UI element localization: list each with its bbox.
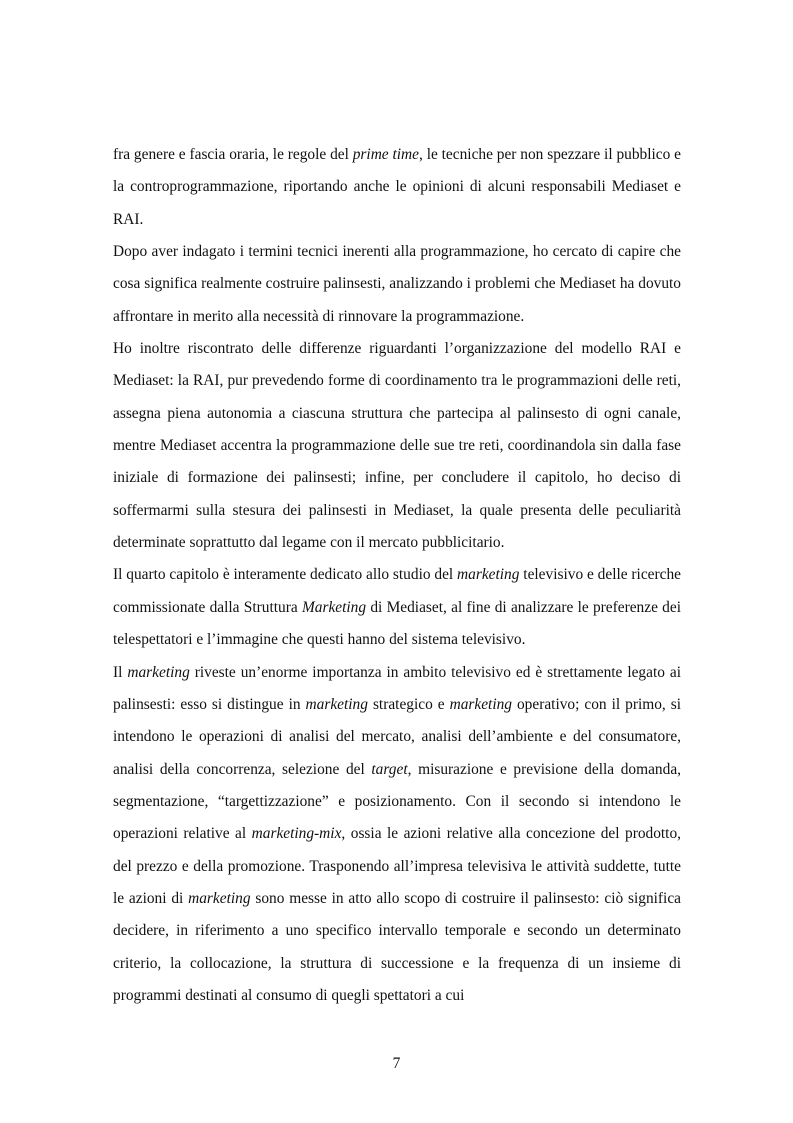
text-run: sono messe in atto allo scopo di costruire il palinsesto: ciò significa decidere, in riferimento a uno specifico intervallo temporale e secondo un determinato criterio, la collocazione, la struttura di successione e la frequenza di un insieme di programmi destinati al consumo di quegli spettatori a cui	[113, 889, 681, 1004]
text-run: strategico e	[367, 695, 450, 713]
text-run: , le tecniche per non spezzare il pubblico e la controprogrammazione, riportando anche le opinioni di alcuni responsabili Mediaset e RAI.	[113, 146, 681, 228]
text-run: Dopo aver indagato i termini tecnici inerenti alla programmazione, ho cercato di capire che cosa significa realmente costruire palinsesti, analizzando i problemi che Mediaset ha dovuto affrontare in merito alla necessità di rinnovare la programmazione.	[113, 243, 681, 325]
italic-term: Marketing	[301, 598, 367, 616]
text-run: riveste un’enorme importanza in ambito televisivo ed è strettamente legato ai palinsesti: esso si distingue in	[113, 663, 681, 713]
paragraph	[113, 333, 681, 559]
paragraph	[113, 139, 681, 236]
paragraph	[113, 657, 681, 1013]
text-run: Il	[113, 663, 128, 681]
italic-term: marketing	[449, 695, 512, 713]
paragraph	[113, 236, 681, 333]
text-run: Ho inoltre riscontrato delle differenze riguardanti l’organizzazione del modello RAI e Mediaset: la RAI, pur prevedendo forme di coordinamento tra le programmazioni delle reti, assegna piena autonomia a ciascuna struttura che partecipa al palinsesto di ogni canale, mentre Mediaset accentra la programmazione delle sue tre reti, coordinandola sin dalla fase iniziale di formazione dei palinsesti; infine, per concludere il capitolo, ho deciso di soffermarmi sulla stesura dei palinsesti in Mediaset, la quale presenta delle peculiarità determinate soprattutto dal legame con il mercato pubblicitario.	[113, 340, 681, 552]
paragraph	[113, 559, 681, 656]
italic-term: marketing-mix	[251, 825, 342, 843]
page-number: 7	[392, 1055, 401, 1072]
text-run: , ossia le azioni relative alla concezione del prodotto, del prezzo e della promozione. Trasponendo all’impresa televisiva le attività suddette, tutte le azioni di	[113, 825, 681, 907]
italic-term: target	[371, 760, 408, 778]
text-run: Il quarto capitolo è interamente dedicato allo studio del	[113, 566, 458, 584]
italic-term: marketing	[188, 889, 251, 907]
italic-term: marketing	[127, 663, 190, 681]
italic-term: prime time	[352, 146, 419, 163]
italic-term: marketing	[305, 695, 368, 713]
italic-term: marketing	[457, 566, 520, 584]
text-run: , misurazione e previsione della domanda, segmentazione, “targettizzazione” e posizionamento. Con il secondo si intendono le operazioni relative al	[113, 760, 682, 843]
text-run: di Mediaset, al fine di analizzare le preferenze dei telespettatori e l’immagine che questi hanno del sistema televisivo.	[113, 598, 681, 649]
text-run: fra genere e fascia oraria, le regole del	[113, 146, 353, 163]
text-run: operativo; con il primo, si intendono le operazioni di analisi del mercato, analisi dell’ambiente e del consumatore, analisi della concorrenza, selezione del	[113, 695, 682, 778]
text-run: televisivo e delle ricerche commissionate dalla Struttura	[113, 566, 681, 616]
body-text	[113, 139, 681, 1012]
